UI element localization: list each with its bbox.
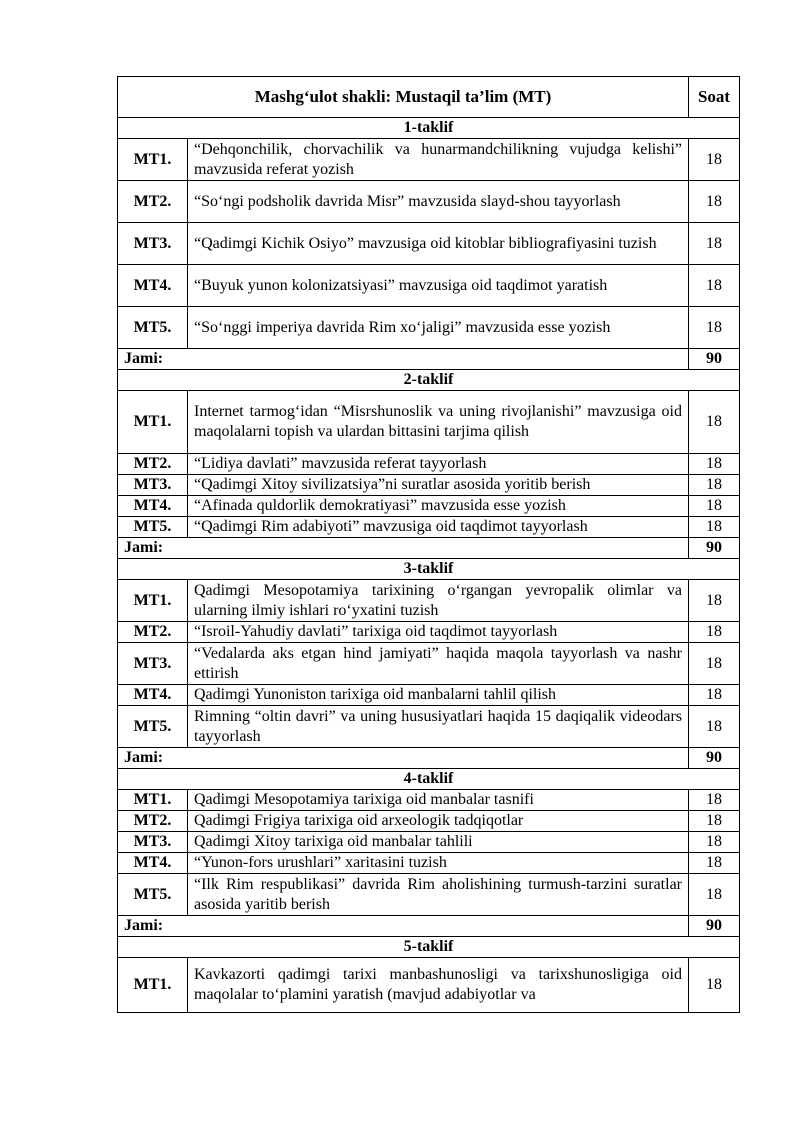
section-title: 1-taklif (118, 118, 740, 139)
row-hours: 18 (689, 454, 740, 475)
row-code: MT2. (118, 811, 188, 832)
table-row (118, 790, 740, 811)
row-hours: 18 (689, 475, 740, 496)
row-description-text: Kavkazorti qadimgi tarixi manbashunosligi va tarixshunosligiga oid maqolalar to‘plamini yaratish (mavjud adabiyotlar va (194, 966, 682, 1003)
row-hours: 18 (689, 307, 740, 349)
row-code: MT5. (118, 874, 188, 916)
row-hours: 18 (689, 685, 740, 706)
row-code: MT3. (118, 832, 188, 853)
table-row (118, 580, 740, 622)
total-row (118, 748, 740, 769)
table-row (118, 874, 740, 916)
row-description (188, 958, 689, 1013)
row-hours: 18 (689, 832, 740, 853)
row-hours: 18 (689, 517, 740, 538)
section-header (118, 370, 740, 391)
total-row (118, 349, 740, 370)
section-header (118, 937, 740, 958)
row-description: Qadimgi Mesopotamiya tarixiga oid manbalar tasnifi (188, 790, 689, 811)
row-description: “Qadimgi Rim adabiyoti” mavzusiga oid taqdimot tayyorlash (188, 517, 689, 538)
row-code: MT2. (118, 181, 188, 223)
row-description: “Dehqonchilik, chorvachilik va hunarmandchilikning vujudga kelishi” mavzusida referat yozish (188, 139, 689, 181)
row-description: “Lidiya davlati” mavzusida referat tayyorlash (188, 454, 689, 475)
row-code: MT1. (118, 391, 188, 454)
row-hours: 18 (689, 265, 740, 307)
row-code: MT3. (118, 643, 188, 685)
row-code: MT4. (118, 853, 188, 874)
row-hours: 18 (689, 958, 740, 1013)
section-header (118, 559, 740, 580)
row-hours: 18 (689, 580, 740, 622)
row-code: MT2. (118, 622, 188, 643)
row-description: “Afinada quldorlik demokratiyasi” mavzusida esse yozish (188, 496, 689, 517)
row-description: Qadimgi Xitoy tarixiga oid manbalar tahlili (188, 832, 689, 853)
table-row (118, 265, 740, 307)
row-code: MT5. (118, 307, 188, 349)
row-hours: 18 (689, 139, 740, 181)
table-row (118, 706, 740, 748)
row-description: Internet tarmog‘idan “Misrshunoslik va uning rivojlanishi” mavzusiga oid maqolalarni topish va ulardan bittasini tarjima qilish (188, 391, 689, 454)
total-label: Jami: (118, 538, 689, 559)
total-value: 90 (689, 748, 740, 769)
table-row (118, 643, 740, 685)
total-row (118, 538, 740, 559)
row-code: MT1. (118, 580, 188, 622)
table-row (118, 832, 740, 853)
table-header-row (118, 77, 740, 118)
table-row (118, 622, 740, 643)
row-hours: 18 (689, 853, 740, 874)
row-hours: 18 (689, 181, 740, 223)
section-title: 3-taklif (118, 559, 740, 580)
row-hours: 18 (689, 223, 740, 265)
total-label: Jami: (118, 916, 689, 937)
table-row (118, 685, 740, 706)
table-row (118, 496, 740, 517)
table-row (118, 517, 740, 538)
table-row (118, 223, 740, 265)
total-value: 90 (689, 538, 740, 559)
table-row (118, 454, 740, 475)
section-header (118, 769, 740, 790)
row-description: “Isroil-Yahudiy davlati” tarixiga oid taqdimot tayyorlash (188, 622, 689, 643)
table-title: Mashg‘ulot shakli: Mustaqil ta’lim (MT) (118, 77, 689, 118)
table-row (118, 475, 740, 496)
row-description: “Qadimgi Xitoy sivilizatsiya”ni suratlar asosida yoritib berish (188, 475, 689, 496)
row-code: MT5. (118, 706, 188, 748)
row-description: Rimning “oltin davri” va uning hususiyatlari haqida 15 daqiqalik videodars tayyorlash (188, 706, 689, 748)
independent-study-table (117, 76, 740, 1013)
row-hours: 18 (689, 874, 740, 916)
total-value: 90 (689, 916, 740, 937)
table-row (118, 139, 740, 181)
table-row (118, 391, 740, 454)
row-hours: 18 (689, 643, 740, 685)
row-description: “Yunon-fors urushlari” xaritasini tuzish (188, 853, 689, 874)
table-row (118, 307, 740, 349)
table-row (118, 181, 740, 223)
row-description: Qadimgi Frigiya tarixiga oid arxeologik tadqiqotlar (188, 811, 689, 832)
row-description: “Qadimgi Kichik Osiyo” mavzusiga oid kitoblar bibliografiyasini tuzish (188, 223, 689, 265)
total-label: Jami: (118, 349, 689, 370)
row-hours: 18 (689, 622, 740, 643)
total-value: 90 (689, 349, 740, 370)
section-title: 4-taklif (118, 769, 740, 790)
row-hours: 18 (689, 811, 740, 832)
row-description: “Ilk Rim respublikasi” davrida Rim aholishining turmush-tarzini suratlar asosida yaritib berish (188, 874, 689, 916)
row-description: Qadimgi Yunoniston tarixiga oid manbalarni tahlil qilish (188, 685, 689, 706)
total-row (118, 916, 740, 937)
total-label: Jami: (118, 748, 689, 769)
row-code: MT4. (118, 685, 188, 706)
hours-column-header: Soat (689, 77, 740, 118)
row-description: “Vedalarda aks etgan hind jamiyati” haqida maqola tayyorlash va nashr ettirish (188, 643, 689, 685)
row-hours: 18 (689, 790, 740, 811)
row-code: MT3. (118, 475, 188, 496)
row-description: “Buyuk yunon kolonizatsiyasi” mavzusiga oid taqdimot yaratish (188, 265, 689, 307)
section-title: 5-taklif (118, 937, 740, 958)
row-description: “So‘ngi podsholik davrida Misr” mavzusida slayd-shou tayyorlash (188, 181, 689, 223)
table-row (118, 853, 740, 874)
row-hours: 18 (689, 391, 740, 454)
row-hours: 18 (689, 496, 740, 517)
row-code: MT1. (118, 958, 188, 1013)
row-code: MT1. (118, 790, 188, 811)
row-description: Qadimgi Mesopotamiya tarixining o‘rgangan yevropalik olimlar va ularning ilmiy ishlari ro‘yxatini tuzish (188, 580, 689, 622)
row-description: “So‘nggi imperiya davrida Rim xo‘jaligi” mavzusida esse yozish (188, 307, 689, 349)
section-header (118, 118, 740, 139)
row-code: MT5. (118, 517, 188, 538)
row-hours: 18 (689, 706, 740, 748)
row-code: MT2. (118, 454, 188, 475)
row-code: MT4. (118, 496, 188, 517)
section-title: 2-taklif (118, 370, 740, 391)
table-row (118, 811, 740, 832)
row-code: MT1. (118, 139, 188, 181)
table-row (118, 958, 740, 1013)
row-code: MT4. (118, 265, 188, 307)
row-code: MT3. (118, 223, 188, 265)
